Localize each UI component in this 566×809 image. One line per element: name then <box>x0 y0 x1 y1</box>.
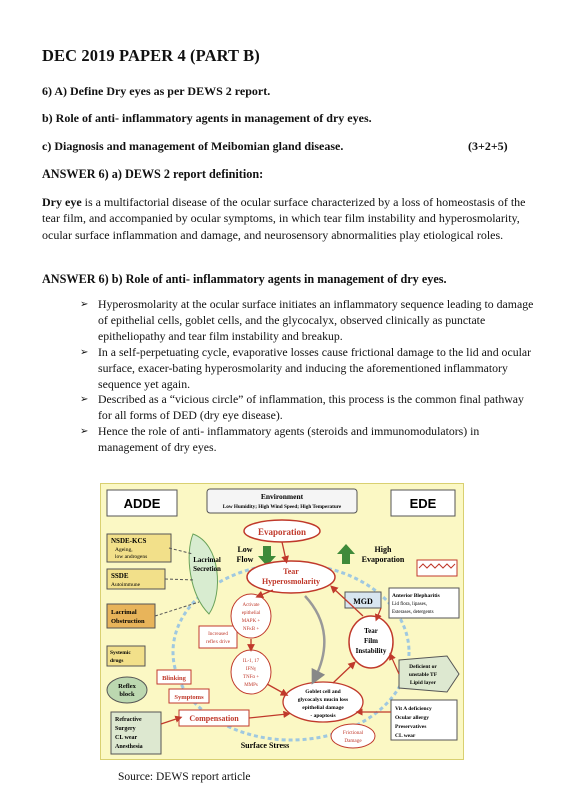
il-label-4: MMPs <box>244 683 258 688</box>
systemic-drugs-label-2: drugs <box>110 658 124 664</box>
ede-label: EDE <box>409 496 437 511</box>
adde-label: ADDE <box>123 496 161 511</box>
arrow-goblet-to-tearfilm <box>333 664 353 683</box>
arrow-mgd-to-tearfilm <box>377 608 381 618</box>
vita-label-4: CL wear <box>395 733 416 739</box>
nsde-sub-1: Ageing, <box>115 547 133 553</box>
arrow-il-to-goblet <box>267 684 285 694</box>
vita-label-2: Ocular allergy <box>395 715 429 721</box>
mgd-label: MGD <box>353 597 373 606</box>
environment-subtitle: Low Humidity; High Wind Speed; High Temperature <box>222 504 342 510</box>
lacrimal-secretion-label-2: Secretion <box>193 565 221 573</box>
evaporation-label: Evaporation <box>257 527 307 537</box>
surface-stress-label: Surface Stress <box>240 741 290 750</box>
list-item: ➢ Hyperosmolarity at the ocular surface initiates an inflammatory sequence leading to damage of epithelial cells, goblet cells, and the glycocalyx, observed clinically as punctate epitheliopathy and tear film instability and breakup. <box>80 297 534 343</box>
answer-a-definition <box>42 194 542 243</box>
definition-text: is a multifactorial disease of the ocular surface characterized by a loss of homeostasis of the tear film, and accompanied by ocular symptoms, in which tear film instability and hyperosmolarity, ocular surface inflammation and damage, and neurosensory abnormalities play etiological roles. <box>42 195 526 242</box>
anterior-blepharitis-label-3: Esterases, detergents <box>392 610 434 615</box>
il-label-1: IL-1, 17 <box>242 659 260 664</box>
figure-svg <box>101 484 463 759</box>
nsde-kcs-label: NSDE-KCS <box>111 537 147 545</box>
activate-label-3: MAPK + <box>241 619 261 624</box>
activate-label-4: NFκB + <box>242 627 260 632</box>
vita-label-1: Vit A deficiency <box>395 706 432 712</box>
arrow-compensation-to-goblet <box>249 714 287 718</box>
environment-title: Environment <box>260 492 304 501</box>
nsde-sub-2: low androgens <box>115 554 148 560</box>
lacrimal-secretion-label-1: Lacrimal <box>193 556 221 564</box>
refractive-label-1: Refractive <box>115 717 142 723</box>
reflex-block-oval <box>107 677 147 703</box>
low-flow-label-2: Flow <box>236 555 254 564</box>
lacrimal-obstruction-label-2: Obstruction <box>111 618 145 625</box>
tear-hyperosmolarity-label-1: Tear <box>283 567 299 576</box>
activate-label-2: epithelial <box>241 611 261 616</box>
increased-label-1: Increased <box>208 631 228 637</box>
question-b: b) Role of anti- inflammatory agents in management of dry eyes. <box>42 111 372 125</box>
arrow-bullet-icon: ➢ <box>80 426 89 438</box>
list-item: ➢ Hence the role of anti- inflammatory agents (steroids and immunomodulators) in management of dry eyes. <box>80 424 480 455</box>
anterior-blepharitis-label-2: Lid flora, lipases, <box>392 602 427 607</box>
high-evaporation-label-2: Evaporation <box>361 555 405 564</box>
arrow-bullet-icon: ➢ <box>80 346 89 358</box>
list-item: ➢ In a self-perpetuating cycle, evaporative losses cause frictional damage to the lid and ocular surface, exacer-bating hyperosmolarity and inducing the aforementioned inflammatory sequence yet again. <box>80 344 532 391</box>
grey-curve-arrow <box>305 596 324 678</box>
refractive-label-4: Anesthesia <box>115 744 143 750</box>
tear-film-label-1: Tear <box>364 627 378 635</box>
definition-term: Dry eye <box>42 195 82 209</box>
arrow-bullet-icon: ➢ <box>80 394 89 406</box>
ssde-label: SSDE <box>111 572 129 580</box>
goblet-label-1: Goblet cell and <box>305 689 341 695</box>
increased-label-2: reflex drive <box>205 639 231 645</box>
list-item: ➢ Described as a “vicious circle” of inflammation, this process is the common final pathway for all forms of DED (dry eye disease). <box>80 392 524 423</box>
goblet-label-2: glycocalyx mucin loss <box>297 697 349 703</box>
high-evaporation-label-1: High <box>374 545 392 554</box>
deficient-label-2: unstable TF <box>408 672 438 678</box>
question-a: 6) A) Define Dry eyes as per DEWS 2 report. <box>42 84 271 98</box>
compensation-label: Compensation <box>189 714 239 723</box>
goblet-label-3: epithelial damage <box>302 705 344 711</box>
marks-distribution: (3+2+5) <box>468 139 508 153</box>
anterior-blepharitis-label-1: Anterior Blepharitis <box>392 593 440 599</box>
arrow-deficient-to-tearfilm <box>391 656 399 674</box>
answer-b-bullet-list <box>80 297 535 456</box>
tear-film-label-3: Instability <box>355 647 387 655</box>
arrow-obstruction-to-lacrimal <box>155 602 199 616</box>
refractive-label-2: Surgery <box>115 726 136 732</box>
refractive-label-3: CL wear <box>115 735 138 741</box>
lacrimal-obstruction-label-1: Lacrimal <box>111 609 137 616</box>
answer-b-heading: ANSWER 6) b) Role of anti- inflammatory agents in management of dry eyes. <box>42 272 447 286</box>
deficient-label-1: Deficient or <box>409 664 437 670</box>
arrow-ssde-to-lacrimal <box>165 579 195 580</box>
page-title: DEC 2019 PAPER 4 (PART B) <box>42 46 260 65</box>
frictional-label-2: Damage <box>344 738 362 744</box>
dews-vicious-circle-figure <box>100 483 464 760</box>
goblet-label-4: - apoptosis <box>310 713 336 719</box>
tear-film-label-2: Film <box>364 637 378 645</box>
symptoms-label: Symptoms <box>174 694 204 701</box>
il-label-2: IFNγ <box>245 667 257 672</box>
il-label-3: TNFα + <box>242 675 260 680</box>
frictional-label-1: Frictional <box>342 730 364 736</box>
activate-label-1: Activate <box>242 603 260 608</box>
arrow-evap-to-tear <box>282 542 286 560</box>
arrow-refractive-to-compensation <box>161 718 179 724</box>
answer-a-heading: ANSWER 6) a) DEWS 2 report definition: <box>42 167 264 181</box>
reflex-block-label-2: block <box>119 691 135 698</box>
ssde-sub: Autoimmune <box>111 582 141 588</box>
reflex-block-label-1: Reflex <box>118 683 136 690</box>
question-c: c) Diagnosis and management of Meibomian gland disease. <box>42 139 344 153</box>
vita-label-3: Preservatives <box>395 724 427 730</box>
tear-hyperosmolarity-label-2: Hyperosmolarity <box>261 577 321 586</box>
deficient-label-3: Lipid layer <box>409 680 437 686</box>
up-arrow-icon <box>337 544 355 564</box>
systemic-drugs-label-1: Systemic <box>110 650 131 656</box>
low-flow-label-1: Low <box>237 545 253 554</box>
blinking-label: Blinking <box>162 675 186 682</box>
frictional-oval <box>331 724 375 748</box>
figure-source-caption: Source: DEWS report article <box>118 771 251 783</box>
arrow-bullet-icon: ➢ <box>80 299 89 310</box>
